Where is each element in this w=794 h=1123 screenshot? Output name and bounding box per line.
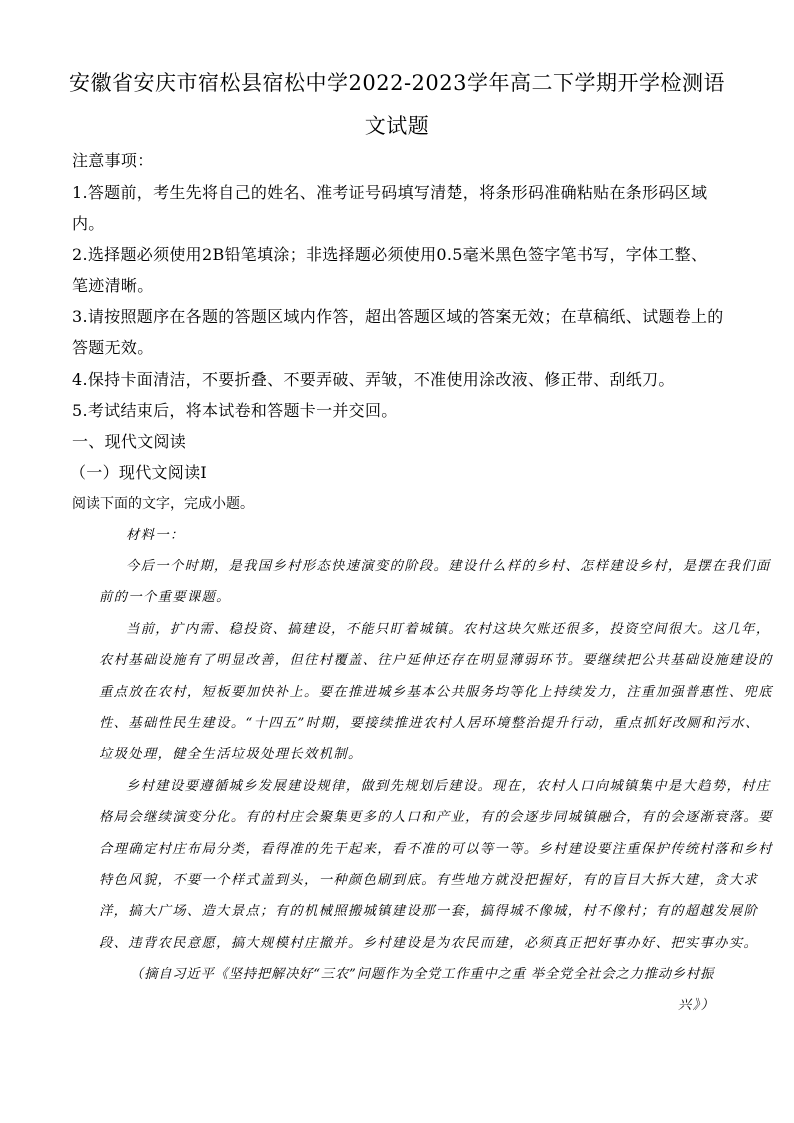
- material-line: 特色风貌，不要一个样式盖到头，一种颜色刷到底。有些地方就没把握好，有的盲目大拆大建，贪大求: [99, 873, 759, 888]
- material-line: 乡村建设要遵循城乡发展建设规律，做到先规划后建设。现在，农村人口向城镇集中是大趋势，村庄: [126, 779, 771, 794]
- note-item: 笔迹清晰。: [72, 276, 154, 295]
- material-line: 合理确定村庄布局分类，看得准的先干起来，看不准的可以等一等。乡村建设要注重保护传统村落和乡村: [99, 842, 773, 857]
- material-source-end: 兴》）: [678, 998, 716, 1013]
- note-item: 内。: [72, 214, 105, 233]
- section-subheading: （一）现代文阅读I: [70, 463, 208, 482]
- material-line: 当前，扩内需、稳投资、搞建设，不能只盯着城镇。农村这块欠账还很多，投资空间很大。这几年，: [126, 622, 771, 637]
- material-line: 段、违背农民意愿，搞大规模村庄撤并。乡村建设是为农民而建，必须真正把好事办好、把实事办实。: [99, 936, 759, 951]
- note-item: 1.答题前，考生先将自己的姓名、准考证号码填写清楚，将条形码准确粘贴在条形码区域: [72, 183, 708, 202]
- material-label: 材料一：: [126, 528, 185, 543]
- note-item: 2.选择题必须使用2B铅笔填涂；非选择题必须使用0.5毫米黑色签字笔书写，字体工整、: [72, 245, 708, 264]
- note-item: 5.考试结束后，将本试卷和答题卡一并交回。: [72, 401, 398, 420]
- note-item: 答题无效。: [72, 338, 154, 357]
- material-line: 今后一个时期，是我国乡村形态快速演变的阶段。建设什么样的乡村、怎样建设乡村，是摆在我们面: [126, 559, 771, 574]
- note-item: 4.保持卡面清洁，不要折叠、不要弄破、弄皱，不准使用涂改液、修正带、刮纸刀。: [72, 370, 675, 389]
- material-line: 重点放在农村，短板要加快补上。要在推进城乡基本公共服务均等化上持续发力，注重加强普惠性、兜底: [99, 685, 773, 700]
- section-heading: 一、现代文阅读: [72, 432, 187, 451]
- material-line: 洋，搞大广场、造大景点；有的机械照搬城镇建设那一套，搞得城不像城，村不像村；有的超越发展阶: [99, 904, 759, 919]
- material-line: 前的一个重要课题。: [99, 590, 231, 605]
- document-title-line-2: 文试题: [364, 114, 430, 138]
- material-line: 农村基础设施有了明显改善，但往村覆盖、往户延伸还存在明显薄弱环节。要继续把公共基础设施建设的: [99, 653, 773, 668]
- notes-heading: 注意事项：: [72, 151, 154, 170]
- material-line: 性、基础性民生建设。“十四五”时期，要接续推进农村人居环境整治提升行动，重点抓好改厕和污水、: [99, 716, 760, 731]
- material-line: 垃圾处理，健全生活垃圾处理长效机制。: [99, 747, 363, 762]
- material-line: 格局会继续演变分化。有的村庄会聚集更多的人口和产业，有的会逐步同城镇融合，有的会逐渐衰落。要: [99, 810, 773, 825]
- document-title-line-1: 安徽省安庆市宿松县宿松中学2022-2023学年高二下学期开学检测语: [69, 71, 725, 95]
- note-item: 3.请按照题序在各题的答题区域内作答，超出答题区域的答案无效；在草稿纸、试题卷上的: [72, 307, 724, 326]
- material-source: （摘自习近平《坚持把解决好“三农”问题作为全党工作重中之重 举全党全社会之力推动乡村振: [130, 967, 715, 982]
- section-instruction: 阅读下面的文字，完成小题。: [72, 496, 254, 512]
